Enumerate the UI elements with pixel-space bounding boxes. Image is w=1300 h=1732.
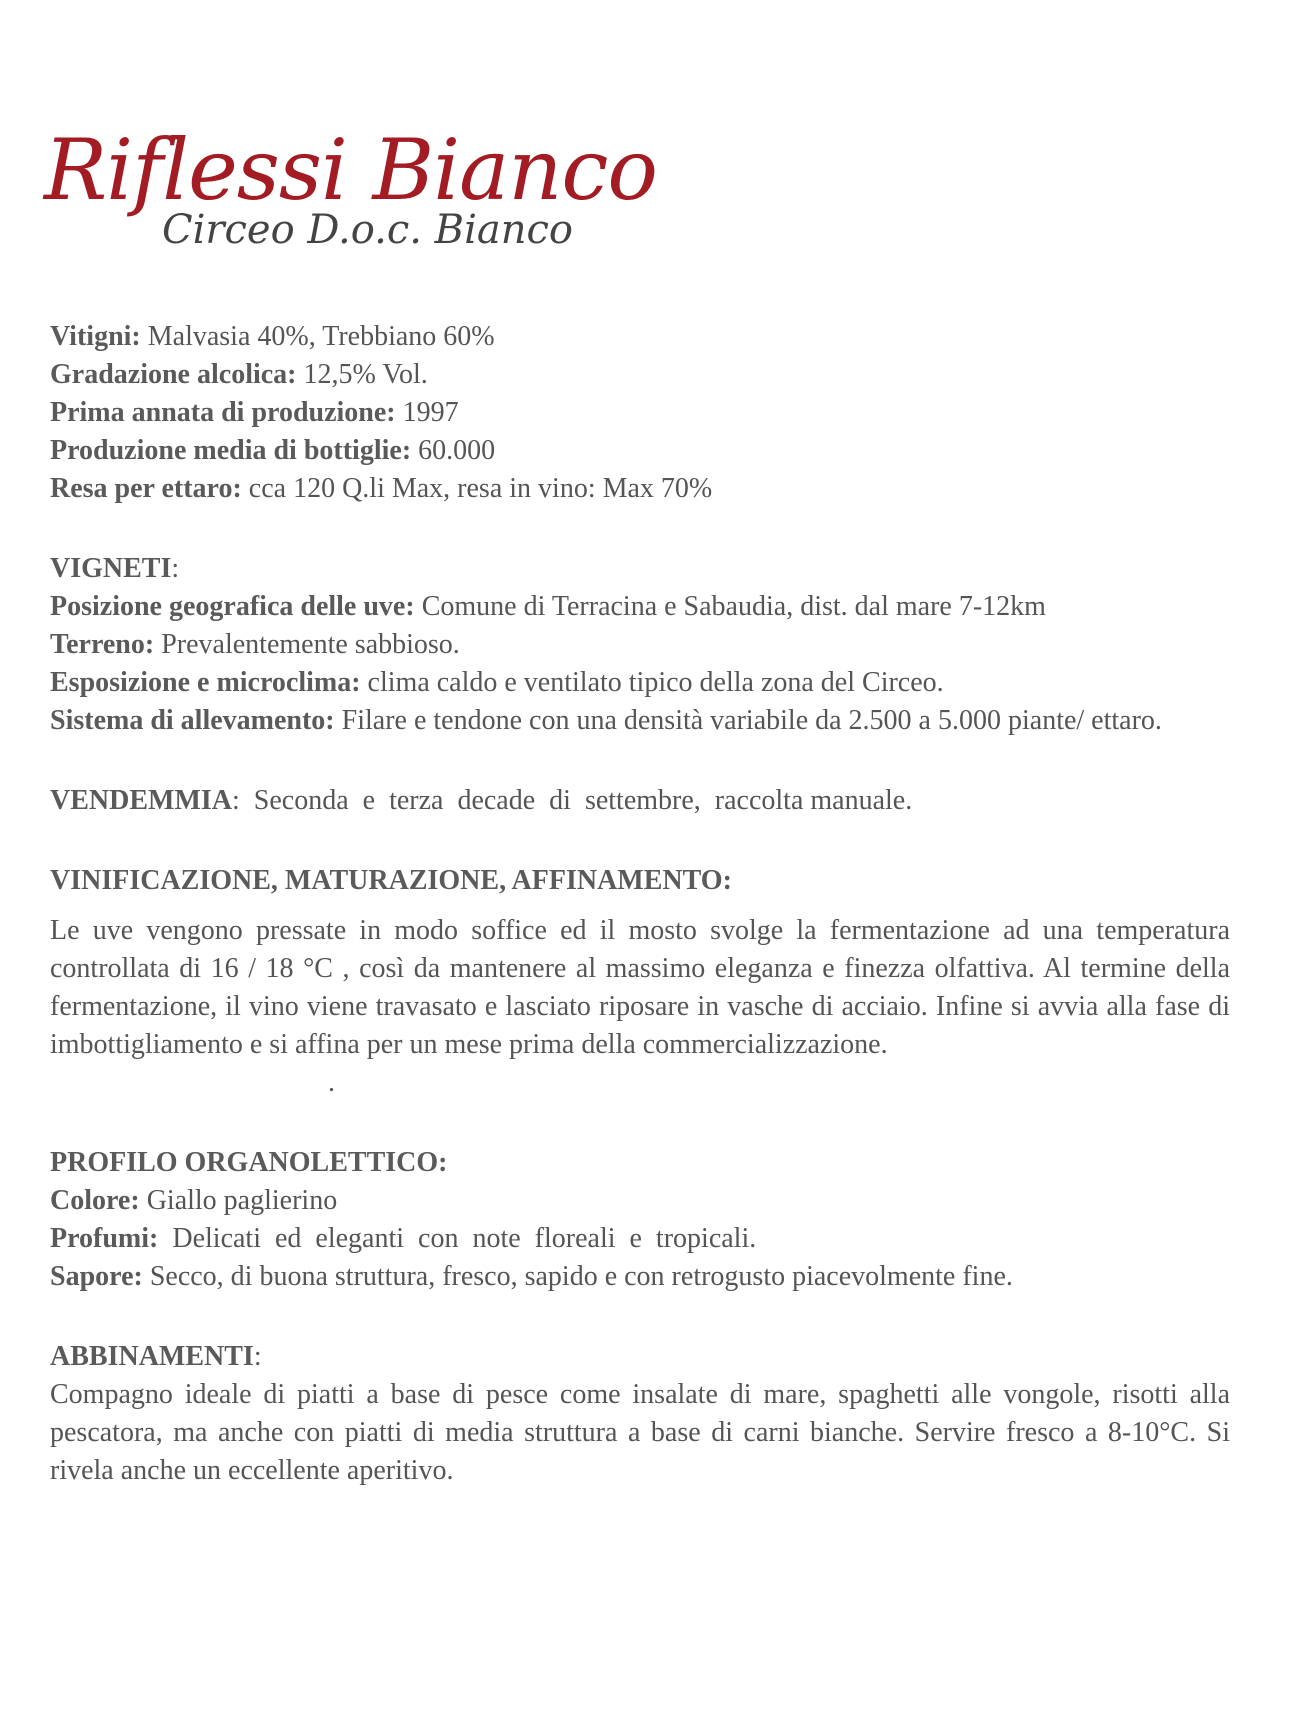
vigneti-label: Terreno: [50, 629, 155, 660]
vigneti-label: Esposizione e microclima: [50, 667, 361, 698]
vigneti-value: clima caldo e ventilato tipico della zona del Circeo. [360, 667, 944, 698]
vendemmia-heading: VENDEMMIA [50, 785, 232, 816]
spec-value: 12,5% Vol. [296, 359, 428, 390]
brand-subtitle: Circeo D.o.c. Bianco [162, 207, 573, 253]
profilo-value: Secco, di buona struttura, fresco, sapido e con retrogusto piacevolmente fine. [142, 1261, 1013, 1292]
spec-vitigni [50, 318, 1230, 356]
spec-value: 60.000 [411, 435, 496, 466]
brand-logo [44, 121, 657, 278]
vigneti-terreno [50, 626, 1230, 664]
spec-value: Malvasia 40%, Trebbiano 60% [140, 321, 495, 352]
vinificazione-text: Le uve vengono pressate in modo soffice ed il mosto svolge la fermentazione ad una temperatura controllata di 16 / 18 °C , così da mantenere al massimo eleganza e finezza olfattiva. Al termine della fermentazione, il vino viene travasato e lasciato riposare in vasche di acciaio. Infine si avvia alla fase di imbottigliamento e si affina per un mese prima della commercializzazione. [50, 915, 1230, 1060]
vendemmia-section [50, 782, 1230, 820]
spec-prima-annata [50, 394, 1230, 432]
specs-section [50, 318, 1230, 508]
abbinamenti-section [50, 1338, 1230, 1490]
profilo-profumi [50, 1220, 1230, 1258]
spec-gradazione [50, 356, 1230, 394]
vigneti-value: Prevalentemente sabbioso. [154, 629, 460, 660]
vigneti-sistema [50, 702, 1230, 740]
spec-label: Produzione media di bottiglie: [50, 435, 412, 466]
vigneti-esposizione [50, 664, 1230, 702]
spec-label: Vitigni: [50, 321, 141, 352]
vinificazione-dot: . [328, 1067, 335, 1098]
spec-label: Prima annata di produzione: [50, 397, 396, 428]
profilo-label: Sapore: [50, 1261, 143, 1292]
spec-label: Resa per ettaro: [50, 473, 242, 504]
spec-value: 1997 [395, 397, 459, 428]
vigneti-value: Filare e tendone con una densità variabile da 2.500 a 5.000 piante/ ettaro. [334, 705, 1162, 736]
spec-value: cca 120 Q.li Max, resa in vino: Max 70% [241, 473, 713, 504]
vendemmia-text: : Seconda e terza decade di settembre, raccolta manuale. [232, 785, 913, 816]
vigneti-label: Sistema di allevamento: [50, 705, 335, 736]
vigneti-heading-text: VIGNETI [50, 553, 172, 584]
vigneti-heading [50, 550, 1230, 588]
vigneti-posizione [50, 588, 1230, 626]
vigneti-heading-colon: : [171, 553, 180, 584]
vigneti-section [50, 550, 1230, 740]
vendemmia-line [50, 782, 1230, 820]
profilo-colore [50, 1182, 1230, 1220]
profilo-label: Colore: [50, 1185, 140, 1216]
brand-title: Riflessi Bianco [44, 121, 657, 219]
abbinamenti-text: Compagno ideale di piatti a base di pesce come insalate di mare, spaghetti alle vongole, risotti alla pescatora, ma anche con piatti di media struttura a base di carni bianche. Servire fresco a 8-10°C. Si rivela anche un eccellente aperitivo. [50, 1379, 1230, 1486]
spec-resa [50, 470, 1230, 508]
profilo-heading: PROFILO ORGANOLETTICO: [50, 1147, 448, 1178]
profilo-label: Profumi: [50, 1223, 159, 1254]
wine-details [50, 318, 1230, 1490]
spec-label: Gradazione alcolica: [50, 359, 297, 390]
vigneti-value: Comune di Terracina e Sabaudia, dist. dal mare 7-12km [414, 591, 1046, 622]
vinificazione-heading: VINIFICAZIONE, MATURAZIONE, AFFINAMENTO: [50, 865, 732, 896]
abbinamenti-heading-text: ABBINAMENTI [50, 1341, 254, 1372]
profilo-value: Delicati ed eleganti con note floreali e tropicali. [158, 1223, 757, 1254]
profilo-value: Giallo paglierino [139, 1185, 338, 1216]
vigneti-label: Posizione geografica delle uve: [50, 591, 415, 622]
abbinamenti-heading [50, 1338, 1230, 1376]
vinificazione-section [50, 862, 1230, 1102]
abbinamenti-heading-colon: : [253, 1341, 262, 1372]
profilo-section [50, 1144, 1230, 1296]
profilo-sapore [50, 1258, 1230, 1296]
spec-produzione [50, 432, 1230, 470]
